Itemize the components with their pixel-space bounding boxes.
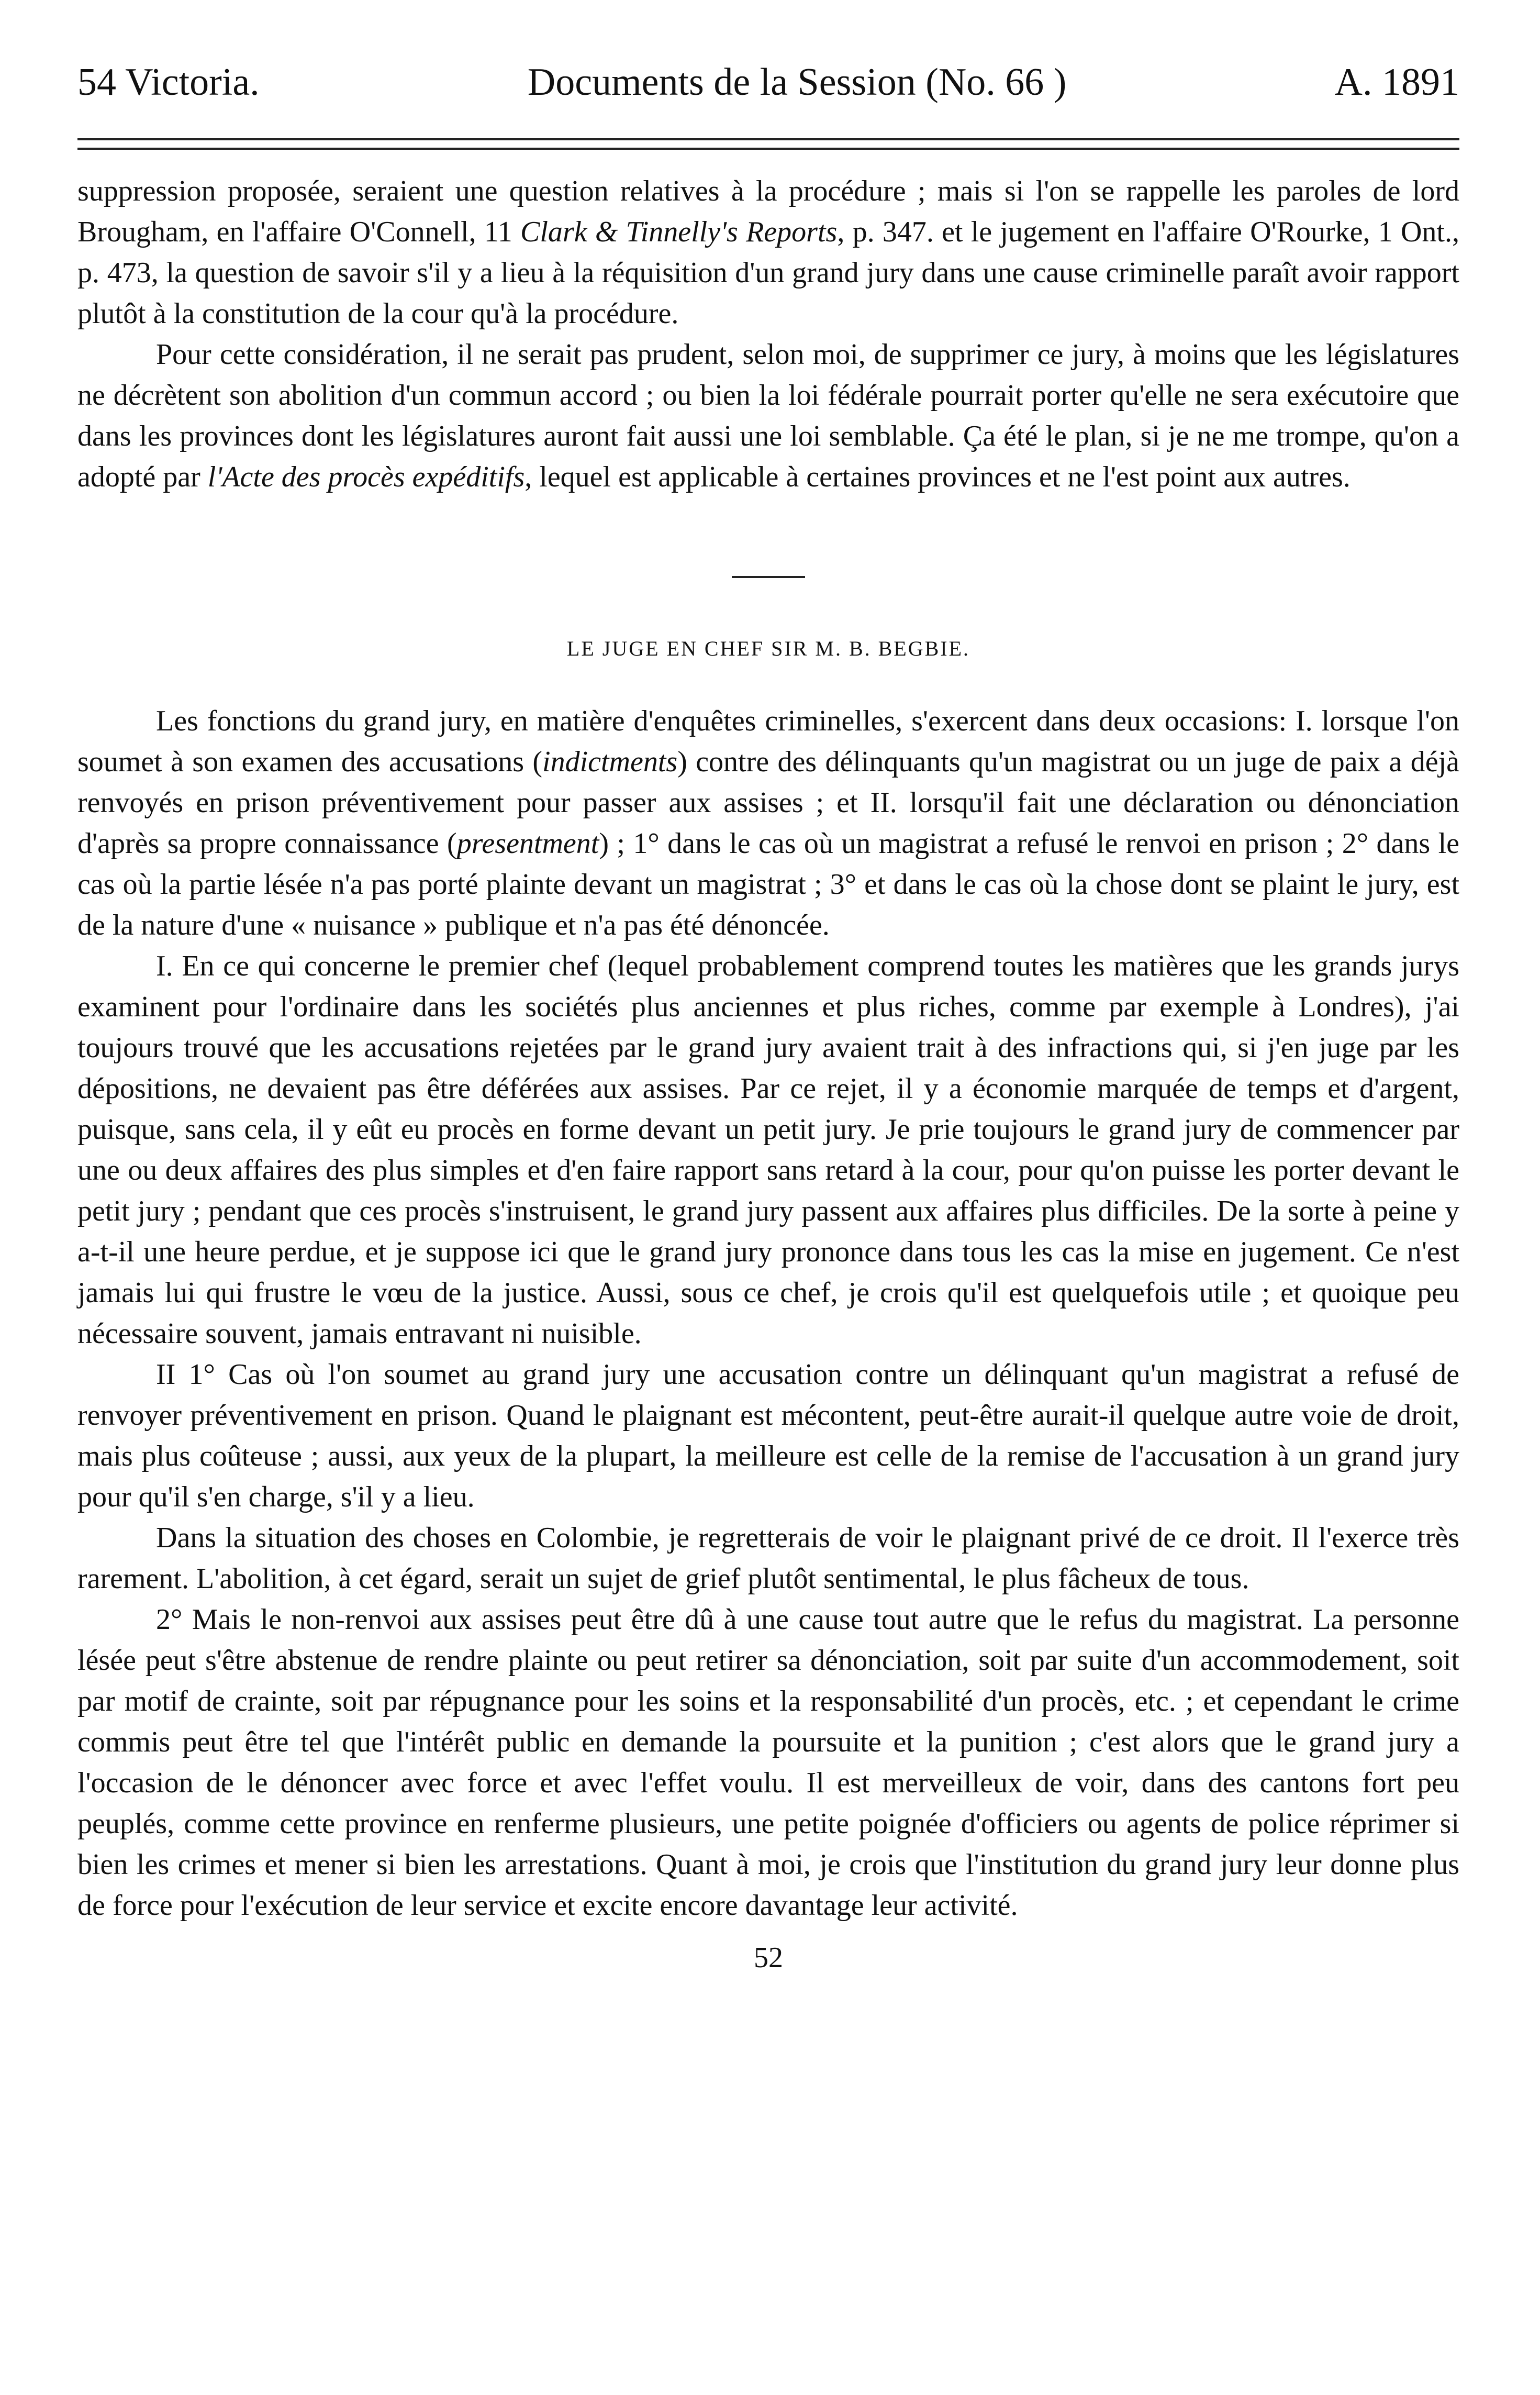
page-number: 52 (754, 1942, 783, 1974)
header-year: A. 1891 (1334, 61, 1459, 104)
section-divider (732, 576, 805, 578)
paragraph: I. En ce qui concerne le premier chef (lequel probablement comprend toutes les matières que les grands jurys examinent pour l'ordinaire dans les sociétés plus anciennes et plus riches, comme par exemple à Londres), j'ai toujours trouvé que les accusations rejetées par le grand jury avaient trait à des infractions qui, si j'en juge par les dépositions, ne devaient pas être déférées aux assises. Par ce rejet, il y a économie marquée de temps et d'argent, puisque, sans cela, il y eût eu procès en forme devant un petit jury. Je prie toujours le grand jury de commencer par une ou deux affaires des plus simples et d'en faire rapport sans retard à la cour, pour qu'on puisse les porter devant le petit jury ; pendant que ces procès s'instruisent, le grand jury passent aux affaires plus difficiles. De la sorte à peine y a-t-il une heure perdue, et je suppose ici que le grand jury prononce dans tous les cas la mise en jugement. Ce n'est jamais lui qui frustre le vœu de la justice. Aussi, sous ce chef, je crois qu'il est quelquefois utile ; et quoique peu nécessaire souvent, jamais entravant ni nuisible. (77, 950, 1459, 1350)
citation-italic: Clark & Tinnelly's Reports (520, 216, 838, 248)
section-title: LE JUGE EN CHEF SIR M. B. BEGBIE. (566, 637, 970, 660)
document-body (77, 171, 1459, 1978)
paragraph-continuation: suppression proposée, seraient une question relatives à la procédure ; mais si l'on se rappelle les paroles de lord Brougham, en l'affaire O'Connell, 11 Clark & Tinnelly's Reports, p. 347. et le jugement en l'affaire O'Rourke, 1 Ont., p. 473, la question de savoir s'il y a lieu à la réquisition d'un grand jury dans une cause criminelle paraît avoir rapport plutôt à la constitution de la cour qu'à la procédure. (77, 175, 1459, 330)
running-header (77, 63, 1459, 115)
term-italic: indictments (542, 746, 678, 778)
paragraph: II 1° Cas où l'on soumet au grand jury une accusation contre un délinquant qu'un magistrat a refusé de renvoyer préventivement en prison. Quand le plaignant est mécontent, peut-être aurait-il quelque autre voie de droit, mais plus coûteuse ; aussi, aux yeux de la plupart, la meilleure est celle de la remise de l'accusation à un grand jury pour qu'il s'en charge, s'il y a lieu. (77, 1358, 1459, 1513)
act-title-italic: l'Acte des procès expéditifs (207, 461, 525, 493)
header-double-rule (77, 138, 1459, 150)
header-rule-top (77, 138, 1459, 140)
paragraph: Dans la situation des choses en Colombie, je regretterais de voir le plaignant privé de ce droit. Il l'exerce très rarement. L'abolition, à cet égard, serait un sujet de grief plutôt sentimental, le plus fâcheux de tous. (77, 1522, 1459, 1595)
header-rule-bottom (77, 148, 1459, 150)
paragraph: 2° Mais le non-renvoi aux assises peut être dû à une cause tout autre que le refus du magistrat. La personne lésée peut s'être abstenue de rendre plainte ou peut retirer sa dénonciation, soit par suite d'un accommodement, soit par motif de crainte, soit par répugnance pour les soins et la responsabilité d'un procès, etc. ; et cependant le crime commis peut être tel que l'intérêt public en demande la poursuite et la punition ; c'est alors que le grand jury a l'occasion de le dénoncer avec force et avec l'effet voulu. Il est merveilleux de voir, dans des cantons fort peu peuplés, comme cette province en renferme plusieurs, une petite poignée d'officiers ou agents de police réprimer si bien les crimes et mener si bien les arrestations. Quant à moi, je crois que l'institution du grand jury leur donne plus de force pour l'exécution de leur service et excite encore davantage leur activité. (77, 1603, 1459, 1922)
paragraph: Pour cette considération, il ne serait pas prudent, selon moi, de supprimer ce jury, à moins que les législatures ne décrètent son abolition d'un commun accord ; ou bien la loi fédérale pourrait porter qu'elle ne sera exécutoire que dans les provinces dont les législatures auront fait aussi une loi semblable. Ça été le plan, si je ne me trompe, qu'on a adopté par l'Acte des procès expéditifs, lequel est applicable à certaines provinces et ne l'est point aux autres. (77, 338, 1459, 493)
paragraph: Les fonctions du grand jury, en matière d'enquêtes criminelles, s'exercent dans deux occasions: I. lorsque l'on soumet à son examen des accusations (indictments) contre des délinquants qu'un magistrat ou un juge de paix a déjà renvoyés en prison préventivement pour passer aux assises ; et II. lorsqu'il fait une déclaration ou dénonciation d'après sa propre connaissance (presentment) ; 1° dans le cas où un magistrat a refusé le renvoi en prison ; 2° dans le cas où la partie lésée n'a pas porté plainte devant un magistrat ; 3° et dans le cas où la chose dont se plaint le jury, est de la nature d'une « nuisance » publique et n'a pas été dénoncée. (77, 705, 1459, 941)
term-italic: presentment (456, 827, 599, 860)
document-page (77, 63, 1459, 1978)
header-title: Documents de la Session (No. 66 ) (527, 61, 1067, 104)
header-volume: 54 Victoria. (77, 61, 260, 104)
